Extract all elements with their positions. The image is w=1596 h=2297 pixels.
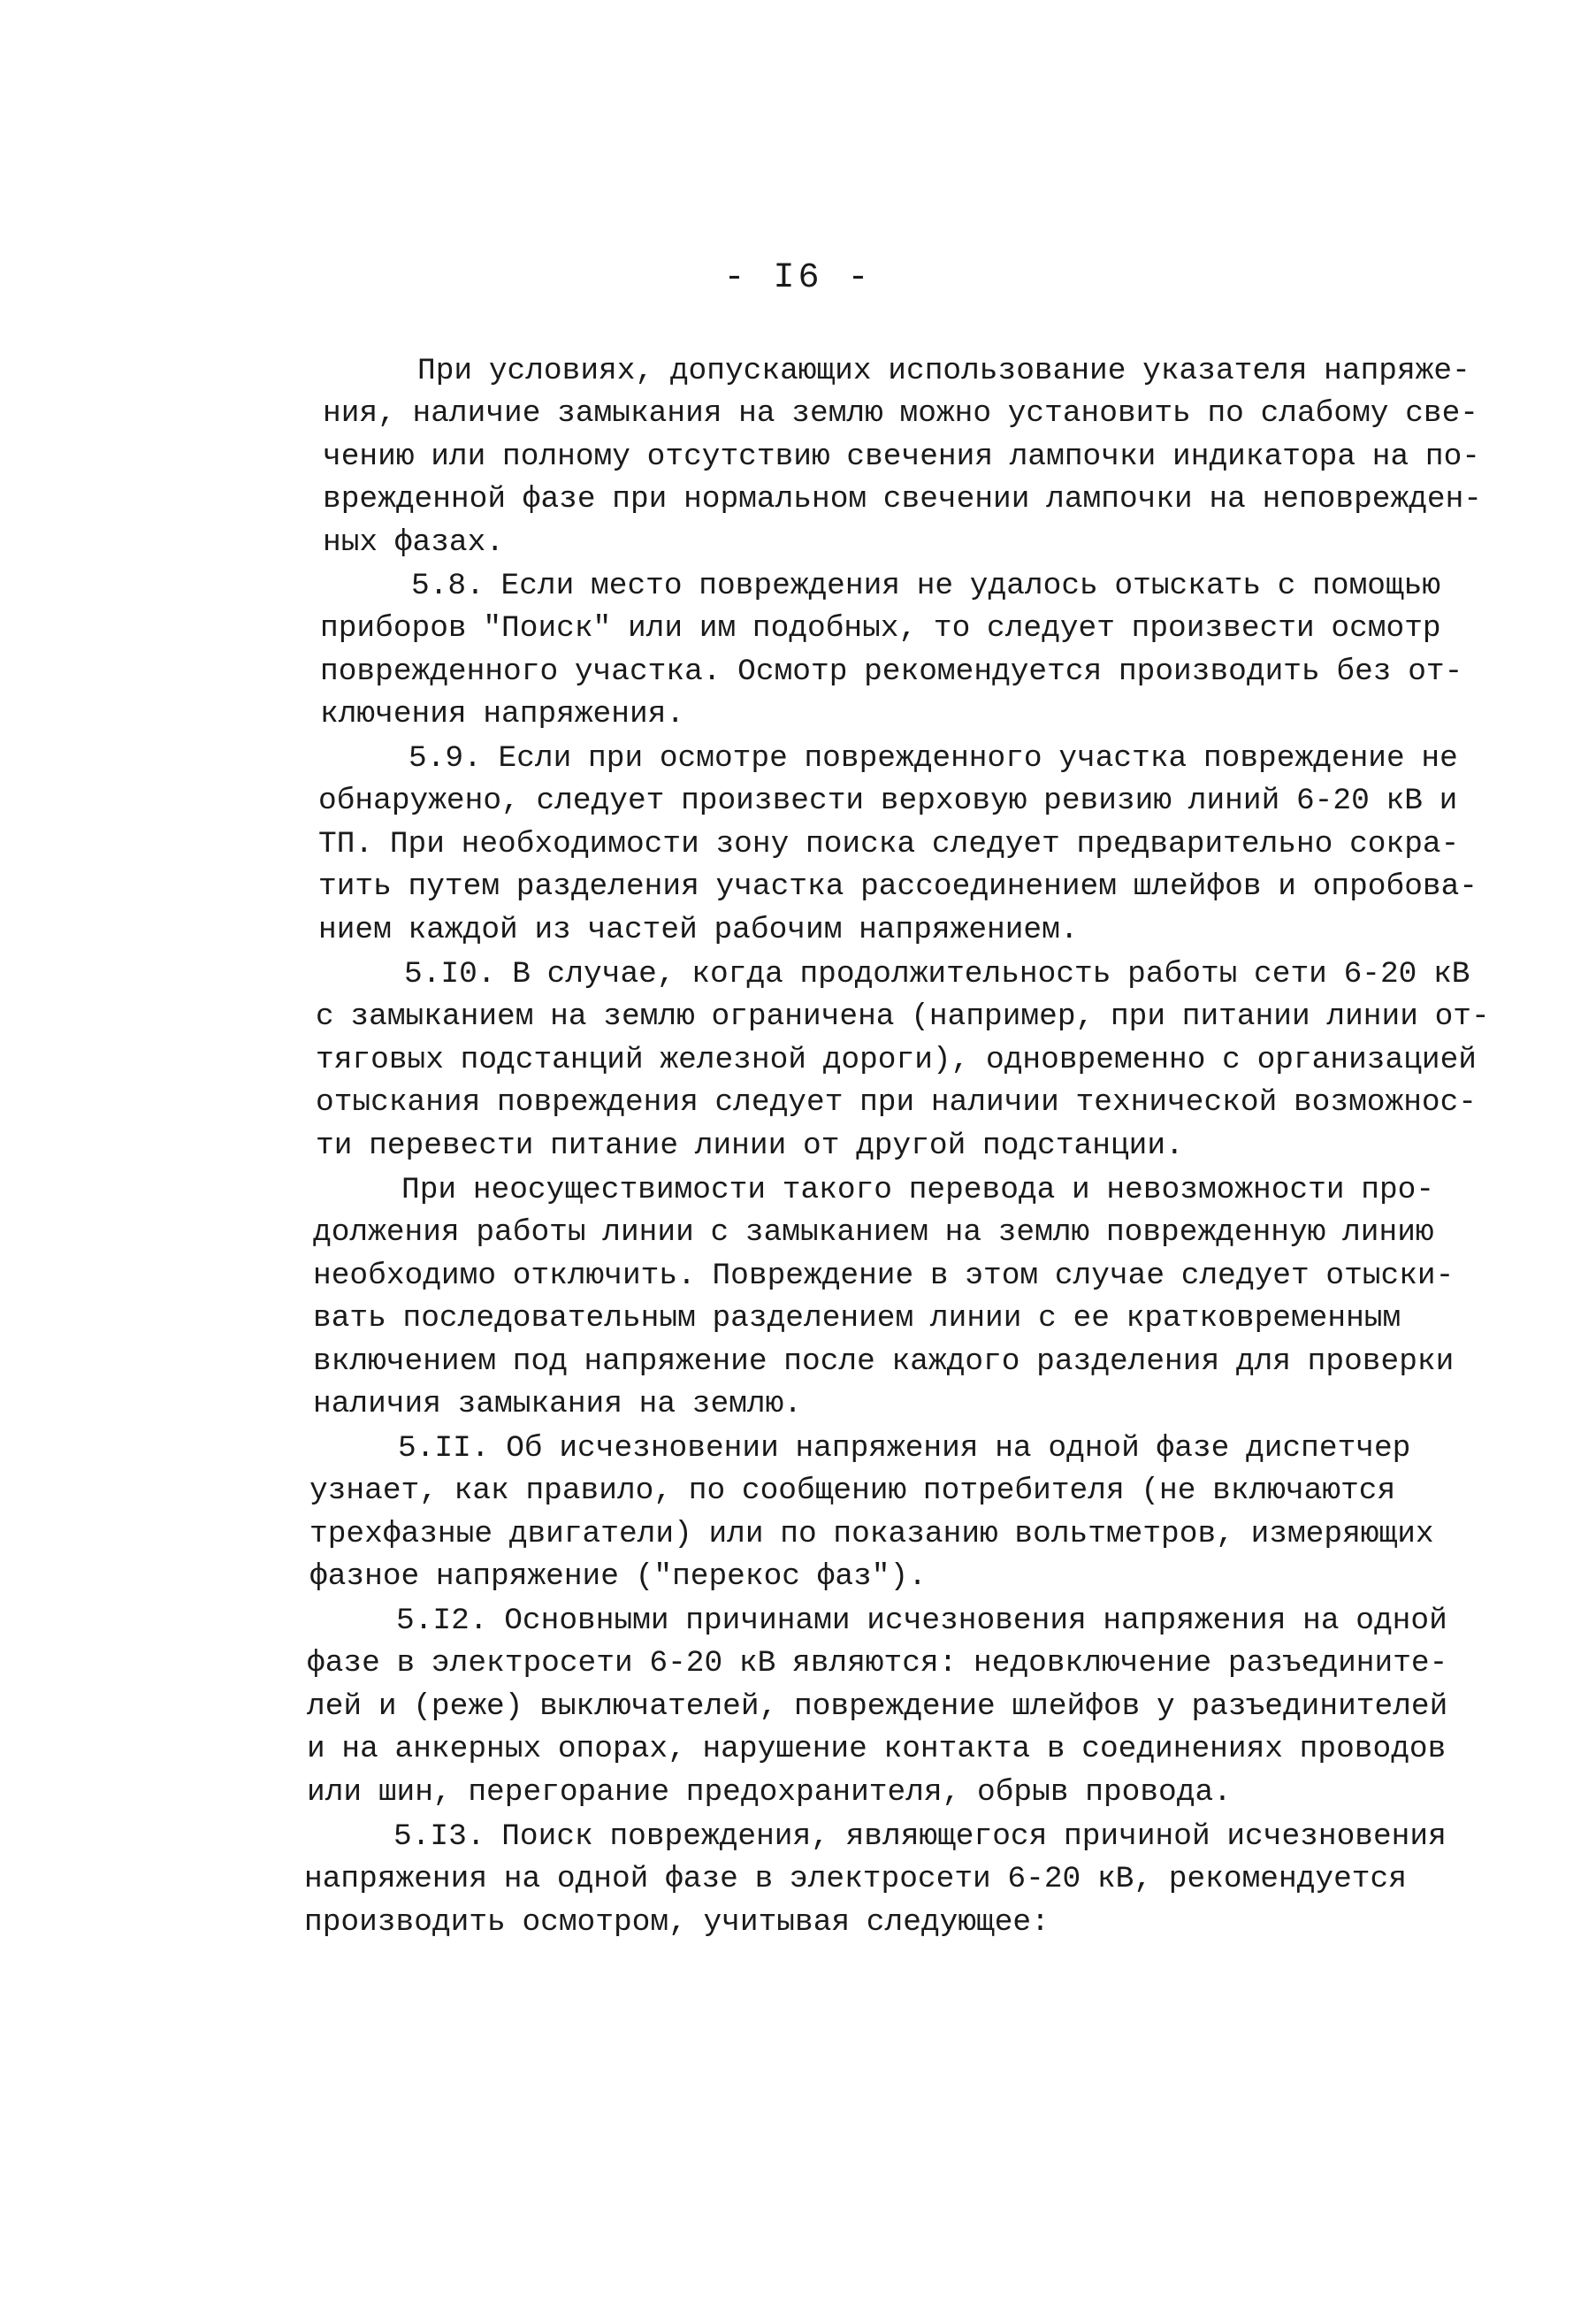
- page-number: - I6 -: [723, 258, 873, 298]
- text-line: фазе в электросети 6-20 кВ являются: недовключение разъедините-: [307, 1646, 1448, 1681]
- text-line: обнаружено, следует произвести верховую ревизию линий 6-20 кВ и: [318, 784, 1458, 818]
- text-line: нием каждой из частей рабочим напряжением.: [318, 913, 1079, 947]
- text-line: ТП. При необходимости зону поиска следует предварительно сокра-: [318, 827, 1460, 861]
- text-line: ния, наличие замыкания на землю можно установить по слабому све-: [323, 396, 1479, 431]
- text-line: лей и (реже) выключателей, повреждение шлейфов у разъединителей: [307, 1689, 1448, 1724]
- text-line: или шин, перегорание предохранителя, обрыв провода.: [307, 1775, 1232, 1810]
- text-line: чению или полному отсутствию свечения лампочки индикатора на по-: [323, 440, 1481, 474]
- text-line: ных фазах.: [323, 525, 505, 560]
- text-line: 5.II. Об исчезновении напряжения на одной фазе диспетчер: [398, 1431, 1411, 1466]
- text-line: При условиях, допускающих использование указателя напряже-: [417, 354, 1470, 388]
- text-line: необходимо отключить. Повреждение в этом случае следует отыски-: [313, 1259, 1455, 1293]
- text-line: При неосуществимости такого перевода и невозможности про-: [401, 1173, 1435, 1207]
- text-line: приборов "Поиск" или им подобных, то следует произвести осмотр: [320, 611, 1441, 646]
- text-line: 5.I2. Основными причинами исчезновения напряжения на одной: [396, 1604, 1447, 1638]
- text-line: напряжения на одной фазе в электросети 6-20 кВ, рекомендуется: [304, 1862, 1407, 1896]
- text-line: фазное напряжение ("перекос фаз").: [309, 1559, 927, 1594]
- text-line: 5.9. Если при осмотре поврежденного участка повреждение не: [409, 741, 1458, 776]
- text-line: с замыканием на землю ограничена (например, при питании линии от-: [316, 999, 1490, 1034]
- text-line: и на анкерных опорах, нарушение контакта в соединениях проводов: [307, 1732, 1447, 1766]
- text-line: трехфазные двигатели) или по показанию вольтметров, измеряющих: [309, 1517, 1434, 1551]
- text-line: отыскания повреждения следует при наличии технической возможнос-: [316, 1085, 1478, 1120]
- text-line: должения работы линии с замыканием на землю поврежденную линию: [313, 1215, 1434, 1250]
- text-line: включением под напряжение после каждого разделения для проверки: [313, 1344, 1455, 1379]
- text-line: тить путем разделения участка рассоединением шлейфов и опробова-: [318, 869, 1478, 904]
- text-line: наличия замыкания на землю.: [313, 1387, 802, 1421]
- text-line: 5.I0. В случае, когда продолжительность работы сети 6-20 кВ: [404, 957, 1470, 992]
- text-line: тяговых подстанций железной дороги), одновременно с организацией: [316, 1043, 1478, 1077]
- text-line: поврежденного участка. Осмотр рекомендуется производить без от-: [320, 655, 1463, 689]
- text-line: 5.I3. Поиск повреждения, являющегося причиной исчезновения: [393, 1819, 1447, 1854]
- text-line: ключения напряжения.: [320, 697, 685, 731]
- text-line: узнает, как правило, по сообщению потребителя (не включаются: [309, 1474, 1396, 1508]
- text-line: вать последовательным разделением линии с ее кратковременным: [313, 1301, 1401, 1336]
- text-line: производить осмотром, учитывая следующее:: [304, 1905, 1050, 1940]
- text-line: 5.8. Если место повреждения не удалось отыскать с помощью: [411, 569, 1441, 603]
- text-line: ти перевести питание линии от другой подстанции.: [316, 1129, 1184, 1163]
- text-line: врежденной фазе при нормальном свечении лампочки на неповрежден-: [323, 482, 1483, 517]
